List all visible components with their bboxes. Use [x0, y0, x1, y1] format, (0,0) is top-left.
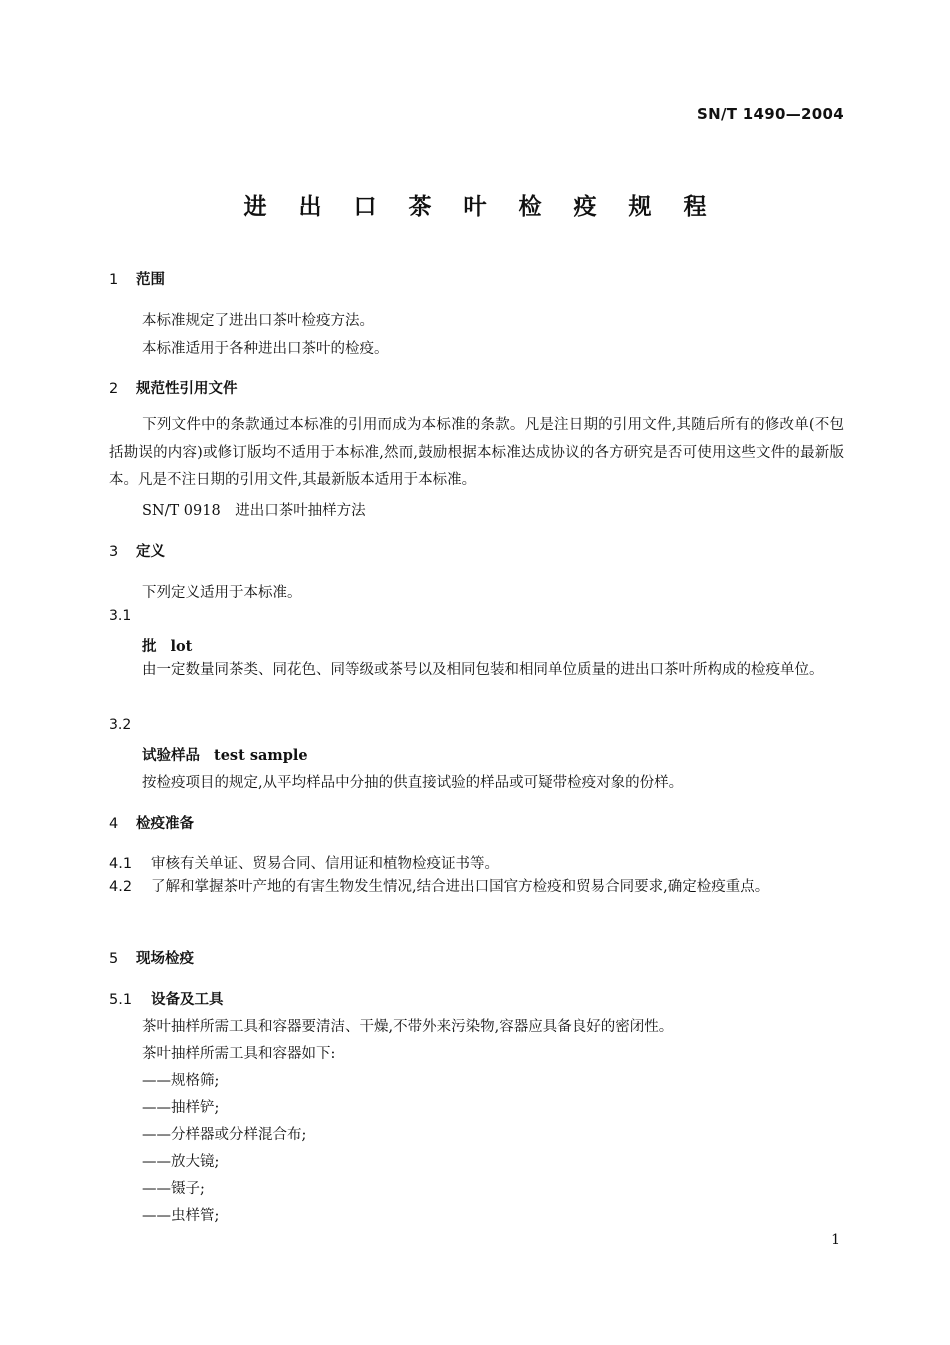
- subsection-title: 设备及工具: [151, 992, 224, 1008]
- paragraph: 本标准适用于各种进出口茶叶的检疫。: [142, 341, 389, 357]
- definition-number: 3.2: [109, 717, 132, 733]
- clause-text: 了解和掌握茶叶产地的有害生物发生情况,结合进出口国官方检疫和贸易合同要求,确定检疫重点。: [151, 879, 770, 895]
- section-title: 规范性引用文件: [136, 381, 238, 397]
- section-number: 5: [109, 951, 119, 967]
- definition-term: [142, 635, 192, 656]
- list-item: ——规格筛;: [142, 1073, 220, 1089]
- paragraph-text: 由一定数量同茶类、同花色、同等级或茶号以及相同包装和相同单位质量的进出口茶叶所构成的检疫单位。: [142, 662, 824, 678]
- definition-number: 3.1: [109, 608, 132, 624]
- list-item: ——虫样管;: [142, 1208, 220, 1224]
- list-item: ——分样器或分样混合布;: [142, 1127, 307, 1143]
- subsection-number: 5.1: [109, 992, 133, 1008]
- term-chinese: 批: [142, 639, 157, 655]
- section-title: 检疫准备: [136, 816, 194, 832]
- subsection-5-1-heading: [109, 988, 224, 1009]
- paragraph: 本标准规定了进出口茶叶检疫方法。: [142, 313, 374, 329]
- clause-text: 审核有关单证、贸易合同、信用证和植物检疫证书等。: [151, 856, 499, 872]
- document-title: 进 出 口 茶 叶 检 疫 规 程: [243, 194, 719, 220]
- section-4-heading: [109, 812, 194, 833]
- section-5-heading: [109, 947, 194, 968]
- paragraph: 下列定义适用于本标准。: [142, 585, 302, 601]
- term-chinese: 试验样品: [142, 748, 200, 764]
- clause-number: 4.2: [109, 879, 133, 895]
- section-number: 4: [109, 816, 119, 832]
- paragraph: 茶叶抽样所需工具和容器如下:: [142, 1046, 336, 1062]
- paragraph: 茶叶抽样所需工具和容器要清洁、干燥,不带外来污染物,容器应具备良好的密闭性。: [142, 1019, 674, 1035]
- definition-text: [109, 657, 844, 685]
- section-1-heading: [109, 268, 165, 289]
- clause-number: 4.1: [109, 856, 133, 872]
- term-english: lot: [170, 638, 193, 655]
- standard-code: SN/T 1490—2004: [697, 105, 844, 123]
- section-title: 定义: [136, 544, 165, 560]
- normative-reference: SN/T 0918 进出口茶叶抽样方法: [142, 503, 366, 519]
- list-item: ——抽样铲;: [142, 1100, 220, 1116]
- list-item: ——镊子;: [142, 1181, 205, 1197]
- paragraph-text: 下列文件中的条款通过本标准的引用而成为本标准的条款。凡是注日期的引用文件,其随后所有的修改单(不包括勘误的内容)或修订版均不适用于本标准,然而,鼓励根据本标准达成协议的各方研究是否可使用这些文件的最新版本。凡是不注日期的引用文件,其最新版本适用于本标准。: [109, 417, 844, 488]
- term-english: test sample: [214, 747, 308, 764]
- paragraph: [109, 412, 844, 495]
- page-number: 1: [831, 1232, 840, 1248]
- list-item: ——放大镜;: [142, 1154, 220, 1170]
- clause-4-1: [109, 852, 499, 873]
- definition-text: 按检疫项目的规定,从平均样品中分抽的供直接试验的样品或可疑带检疫对象的份样。: [142, 775, 684, 791]
- section-number: 2: [109, 381, 119, 397]
- section-number: 1: [109, 272, 119, 288]
- definition-term: [142, 744, 308, 765]
- clause-4-2: [109, 874, 844, 902]
- section-title: 现场检疫: [136, 951, 194, 967]
- section-title: 范围: [136, 272, 165, 288]
- section-number: 3: [109, 544, 119, 560]
- section-2-heading: [109, 377, 238, 398]
- section-3-heading: [109, 540, 165, 561]
